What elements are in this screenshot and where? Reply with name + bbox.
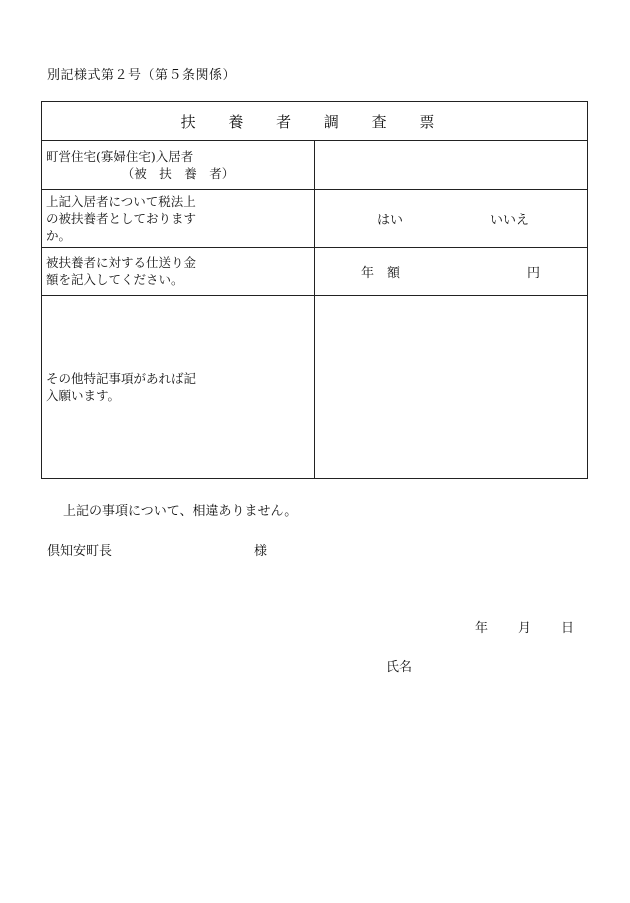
tax-dependent-label-line2: の被扶養者としております	[46, 210, 197, 226]
tax-dependent-label-line1: 上記入居者について税法上	[46, 193, 196, 209]
tax-dependent-label	[42, 189, 315, 247]
resident-label-line2: （被 扶 養 者）	[121, 166, 235, 182]
declaration-statement: 上記の事項について、相違ありません。	[63, 504, 298, 519]
form-title: 扶 養 者 調 査 票	[42, 102, 588, 141]
no-option[interactable]: いいえ	[489, 212, 529, 228]
resident-label-line1: 町営住宅(寡婦住宅)入居者	[46, 149, 194, 165]
day-field[interactable]: 日	[561, 621, 575, 636]
notes-label-line2: 入願います。	[46, 388, 121, 403]
remittance-label-line2: 額を記入してください。	[46, 272, 184, 288]
year-field[interactable]: 年	[475, 621, 489, 636]
name-field[interactable]: 氏名	[386, 660, 413, 675]
yes-option[interactable]: はい	[377, 212, 404, 228]
notes-label	[42, 296, 315, 479]
date-line	[475, 617, 574, 636]
resident-name-field[interactable]	[315, 141, 588, 190]
tax-dependent-label-line3: か。	[46, 227, 72, 243]
dependent-survey-table	[41, 101, 588, 479]
yen-unit: 円	[526, 265, 540, 281]
resident-label	[42, 141, 315, 190]
honorific: 様	[254, 544, 268, 559]
month-field[interactable]: 月	[518, 621, 532, 636]
remittance-label	[42, 247, 315, 296]
remittance-amount-field[interactable]	[315, 247, 588, 296]
notes-field[interactable]	[315, 296, 588, 479]
annual-amount-label: 年 額	[361, 265, 401, 281]
notes-row	[42, 296, 588, 479]
remittance-row	[42, 247, 588, 296]
addressee: 倶知安町長	[47, 544, 113, 559]
tax-dependent-row	[42, 189, 588, 247]
form-reference: 別記様式第２号（第５条関係）	[47, 68, 237, 83]
remittance-label-line1: 被扶養者に対する仕送り金	[46, 255, 197, 271]
tax-dependent-answer-cell	[315, 189, 588, 247]
notes-label-line1: その他特記事項があれば記	[46, 371, 197, 386]
resident-row	[42, 141, 588, 190]
